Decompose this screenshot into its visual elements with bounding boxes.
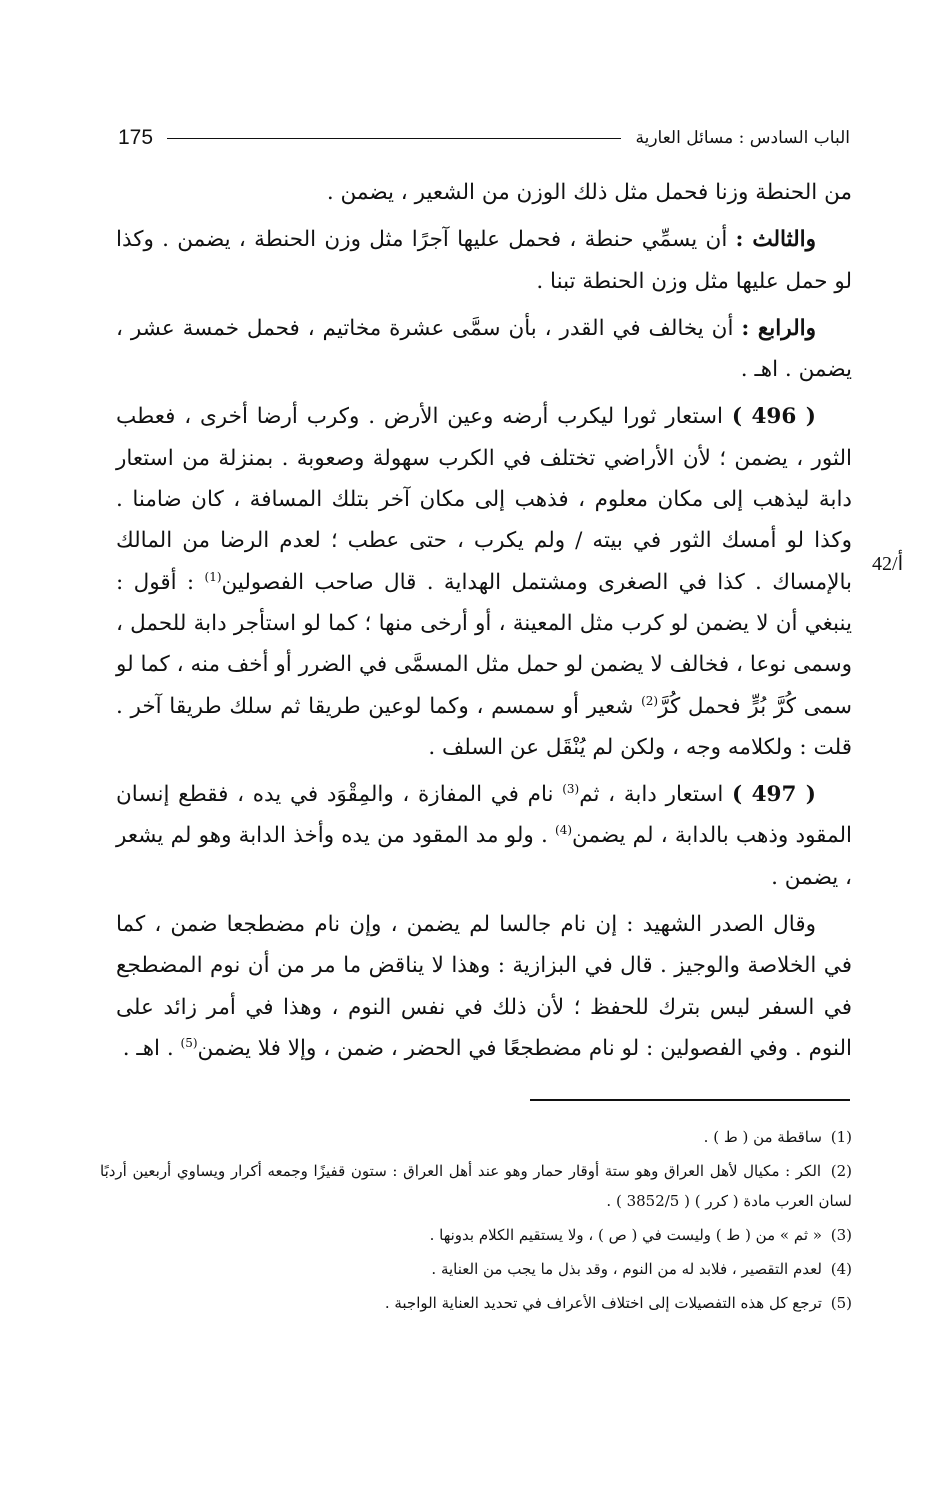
footnote-number: (2)	[830, 1162, 852, 1180]
paragraph-text: : أقول : ينبغي أن لا يضمن لو كرب مثل المعينة ، أو أرخى منها ؛ كما لو استأجر دابة للحمل ، وسمى نوعا ، فخالف لا يضمن لو حمل مثل المسمَّى في الضرر أو أخف منه ، كما لو سمى كُرَّ بُرٍّ فحمل كُرَّ	[116, 569, 852, 719]
footnote-ref: (3)	[562, 782, 580, 796]
footnote-text: « ثم » من ( ط ) وليست في ( ص ) ، ولا يستقيم الكلام بدونها .	[429, 1226, 822, 1244]
footnotes	[100, 1122, 852, 1322]
footnote-3	[100, 1220, 852, 1250]
footnote-ref: (5)	[180, 1035, 198, 1050]
issue-number: ( 496 )	[731, 404, 816, 430]
paragraph-3	[116, 308, 852, 391]
footnote-separator	[530, 1099, 850, 1101]
footnote-text: لعدم التقصير ، فلابد له من النوم ، وقد بذل ما يجب من العناية .	[431, 1260, 822, 1278]
main-text	[116, 172, 852, 1075]
footnote-text: ترجع كل هذه التفصيلات إلى اختلاف الأعراف في تحديد العناية الواجبة .	[384, 1294, 822, 1312]
running-title: الباب السادس : مسائل العارية	[635, 128, 850, 148]
paragraph-text: من الحنطة وزنا فحمل مثل ذلك الوزن من الشعير ، يضمن .	[326, 180, 852, 205]
paragraph-1	[116, 172, 852, 213]
footnote-ref: (4)	[555, 823, 573, 838]
footnote-5	[100, 1288, 852, 1318]
paragraph-2	[116, 219, 852, 302]
paragraph-text: . اهـ .	[122, 1035, 181, 1061]
margin-folio-note: 42/أ	[872, 553, 904, 575]
paragraph-text: وقال الصدر الشهيد : إن نام جالسا لم يضمن ، وإن نام مضطجعا ضمن ، كما في الخلاصة والوجيز . قال في البزازية : وهذا لا يناقض ما مر من أن نوم المضطجع في السفر ليس بترك للحفظ ؛ لأن ذلك في نفس النوم ، وهذا في أمر زائد على النوم . وفي الفصولين : لو نام مضطجعًا في الحضر ، ضمن ، وإلا فلا يضمن	[116, 912, 852, 1061]
paragraph-text: أن يخالف في القدر ، بأن سمَّى عشرة مخاتيم ، فحمل خمسة عشر ، يضمن . اهـ .	[116, 315, 852, 383]
issue-number: ( 497 )	[732, 782, 816, 808]
footnote-number: (1)	[830, 1128, 852, 1146]
paragraph-text: أن يسمِّي حنطة ، فحمل عليها آجرًا مثل وزن الحنطة ، يضمن . وكذا لو حمل عليها مثل وزن الحنطة تبنا .	[116, 227, 852, 294]
paragraph-496	[116, 396, 852, 768]
footnote-number: (3)	[830, 1226, 852, 1244]
footnote-ref: (1)	[204, 569, 222, 584]
paragraph-text: استعار دابة ، ثم	[579, 782, 733, 808]
footnote-number: (5)	[830, 1294, 852, 1312]
paragraph-lead: والرابع :	[741, 315, 816, 341]
footnote-2	[100, 1156, 852, 1216]
footnote-number: (4)	[830, 1260, 852, 1278]
page-number: 175	[118, 126, 154, 149]
paragraph-text: . ولو مد المقود من يده وأخذ الدابة وهو لم يشعر ، يضمن .	[116, 823, 852, 890]
page-header	[118, 122, 850, 154]
paragraph-text: نام في المفازة ، والمِقْوَد في يده ، فقطع إنسان المقود وذهب بالدابة ، لم يضمن	[116, 782, 853, 849]
paragraph-lead: والثالث :	[735, 227, 816, 253]
footnote-1	[100, 1122, 852, 1152]
paragraph-text: شعير أو سمسم ، وكما لوعين طريقا ثم سلك طريقا آخر . قلت : ولكلامه وجه ، ولكن لم يُنْقَل عن السلف .	[116, 693, 852, 760]
paragraph-497	[116, 774, 852, 898]
footnote-ref: (2)	[641, 693, 659, 708]
footnote-4	[100, 1254, 852, 1284]
header-rule	[167, 138, 621, 139]
paragraph-6	[116, 904, 852, 1069]
footnote-text: ساقطة من ( ط ) .	[703, 1128, 822, 1146]
footnote-text: الكر : مكيال لأهل العراق وهو ستة أوقار حمار وهو عند أهل العراق : ستون قفيزًا وجمعه أكرار ويساوي أربعين أردبًا لسان العرب مادة ( كرر ) ( 3852/5 ) .	[100, 1162, 852, 1210]
paragraph-text: استعار ثورا ليكرب أرضه وعين الأرض . وكرب أرضا أخرى ، فعطب الثور ، يضمن ؛ لأن الأراضي تختلف في الكرب سهولة وصعوبة . بمنزلة من استعار دابة ليذهب إلى مكان معلوم ، فذهب إلى مكان آخر بتلك المسافة ، كان ضامنا . وكذا لو أمسك الثور في بيته / ولم يكرب ، حتى عطب ؛ لعدم الرضا من المالك بالإمساك . كذا في الصغرى ومشتمل الهداية . قال صاحب الفصولين	[116, 404, 852, 595]
